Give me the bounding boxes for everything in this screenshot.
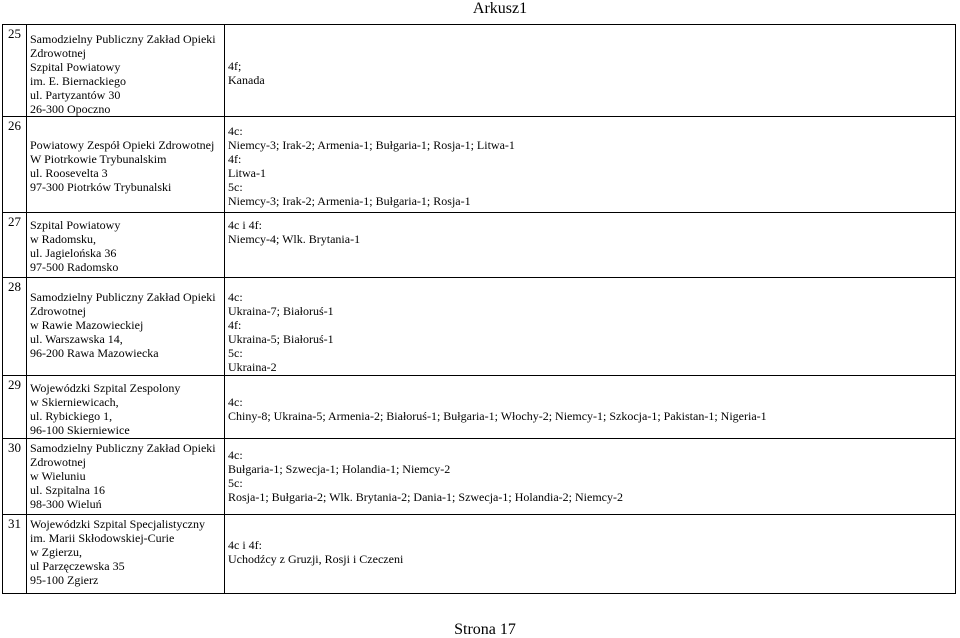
- table-border-right: [955, 24, 956, 594]
- address-line: 95-100 Zgierz: [30, 573, 99, 587]
- row-border: [2, 116, 956, 117]
- info-line: Ukraina-7; Białoruś-1: [228, 304, 334, 318]
- address-line: 97-300 Piotrków Trybunalski: [30, 180, 172, 194]
- address-line: Zdrowotnej: [30, 455, 86, 469]
- address-line: w Radomsku,: [30, 232, 96, 246]
- address-line: Zdrowotnej: [30, 304, 86, 318]
- table-border-number: [26, 24, 27, 594]
- row-number: 27: [8, 214, 21, 229]
- facility-address: [30, 32, 225, 116]
- info-line: 4c i 4f:: [228, 538, 262, 552]
- country-info: [228, 538, 948, 566]
- address-line: Szpital Powiatowy: [30, 60, 121, 74]
- address-line: Samodzielny Publiczny Zakład Opieki: [30, 290, 216, 304]
- address-line: Wojewódzki Szpital Specjalistyczny: [30, 517, 205, 531]
- address-line: w Wieluniu: [30, 469, 86, 483]
- row-border: [2, 375, 956, 376]
- address-line: 96-100 Skierniewice: [30, 423, 130, 437]
- row-number: 31: [8, 516, 21, 531]
- row-border: [2, 212, 956, 213]
- info-line: 5c:: [228, 346, 243, 360]
- row-border: [2, 277, 956, 278]
- address-line: w Skierniewicach,: [30, 395, 119, 409]
- address-line: ul Parzęczewska 35: [30, 559, 125, 573]
- country-info: [228, 448, 948, 504]
- facility-address: [30, 441, 225, 511]
- data-table: [2, 24, 956, 594]
- address-line: im. E. Biernackiego: [30, 74, 126, 88]
- address-line: 26-300 Opoczno: [30, 102, 111, 116]
- row-number: 30: [8, 440, 21, 455]
- country-info: [228, 395, 948, 423]
- address-line: Samodzielny Publiczny Zakład Opieki: [30, 32, 216, 46]
- info-line: Bułgaria-1; Szwecja-1; Holandia-1; Niemcy-2: [228, 462, 451, 476]
- address-line: w Rawie Mazowieckiej: [30, 318, 144, 332]
- facility-address: [30, 138, 225, 194]
- info-line: 5c:: [228, 476, 243, 490]
- info-line: Ukraina-2: [228, 360, 277, 374]
- address-line: Zdrowotnej: [30, 46, 86, 60]
- address-line: Wojewódzki Szpital Zespolony: [30, 381, 181, 395]
- info-line: Niemcy-3; Irak-2; Armenia-1; Bułgaria-1; Rosja-1; Litwa-1: [228, 138, 515, 152]
- info-line: 4c i 4f:: [228, 218, 262, 232]
- info-line: Rosja-1; Bułgaria-2; Wlk. Brytania-2; Dania-1; Szwecja-1; Holandia-2; Niemcy-2: [228, 490, 623, 504]
- row-number: 28: [8, 279, 21, 294]
- address-line: 97-500 Radomsko: [30, 260, 119, 274]
- address-line: im. Marii Skłodowskiej-Curie: [30, 531, 175, 545]
- info-line: 4f:: [228, 152, 242, 166]
- info-line: 5c:: [228, 180, 243, 194]
- address-line: ul. Warszawska 14,: [30, 332, 123, 346]
- table-border-left: [2, 24, 3, 594]
- row-border: [2, 593, 956, 594]
- facility-address: [30, 381, 225, 437]
- address-line: Powiatowy Zespół Opieki Zdrowotnej: [30, 138, 215, 152]
- address-line: 98-300 Wieluń: [30, 497, 102, 511]
- address-line: 96-200 Rawa Mazowiecka: [30, 346, 159, 360]
- address-line: w Zgierzu,: [30, 545, 82, 559]
- facility-address: [30, 517, 225, 587]
- info-line: 4f:: [228, 318, 242, 332]
- info-line: Ukraina-5; Białoruś-1: [228, 332, 334, 346]
- info-line: Uchodźcy z Gruzji, Rosji i Czeczeni: [228, 552, 404, 566]
- address-line: ul. Jagielońska 36: [30, 246, 117, 260]
- row-border: [2, 438, 956, 439]
- sheet-title: Arkusz1: [472, 0, 528, 17]
- info-line: Kanada: [228, 73, 265, 87]
- info-line: Litwa-1: [228, 166, 266, 180]
- address-line: ul. Rybickiego 1,: [30, 409, 113, 423]
- facility-address: [30, 218, 225, 274]
- info-line: 4c:: [228, 290, 243, 304]
- page-footer: Strona 17: [454, 621, 516, 638]
- info-line: 4f;: [228, 59, 242, 73]
- info-line: 4c:: [228, 124, 243, 138]
- info-line: 4c:: [228, 448, 243, 462]
- address-line: ul. Roosevelta 3: [30, 166, 108, 180]
- country-info: [228, 218, 948, 246]
- row-border: [2, 514, 956, 515]
- address-line: Samodzielny Publiczny Zakład Opieki: [30, 441, 216, 455]
- row-number: 26: [8, 118, 21, 133]
- address-line: ul. Szpitalna 16: [30, 483, 105, 497]
- info-line: Chiny-8; Ukraina-5; Armenia-2; Białoruś-1; Bułgaria-1; Włochy-2; Niemcy-1; Szkocja-1; Pakistan-1; Nigeria-1: [228, 409, 767, 423]
- row-number: 29: [8, 377, 21, 392]
- address-line: Szpital Powiatowy: [30, 218, 121, 232]
- address-line: ul. Partyzantów 30: [30, 88, 121, 102]
- row-number: 25: [8, 26, 21, 41]
- country-info: [228, 59, 948, 87]
- facility-address: [30, 290, 225, 360]
- info-line: Niemcy-4; Wlk. Brytania-1: [228, 232, 361, 246]
- row-border: [2, 24, 956, 25]
- country-info: [228, 290, 948, 374]
- country-info: [228, 124, 948, 208]
- info-line: 4c:: [228, 395, 243, 409]
- address-line: W Piotrkowie Trybunalskim: [30, 152, 167, 166]
- info-line: Niemcy-3; Irak-2; Armenia-1; Bułgaria-1; Rosja-1: [228, 194, 471, 208]
